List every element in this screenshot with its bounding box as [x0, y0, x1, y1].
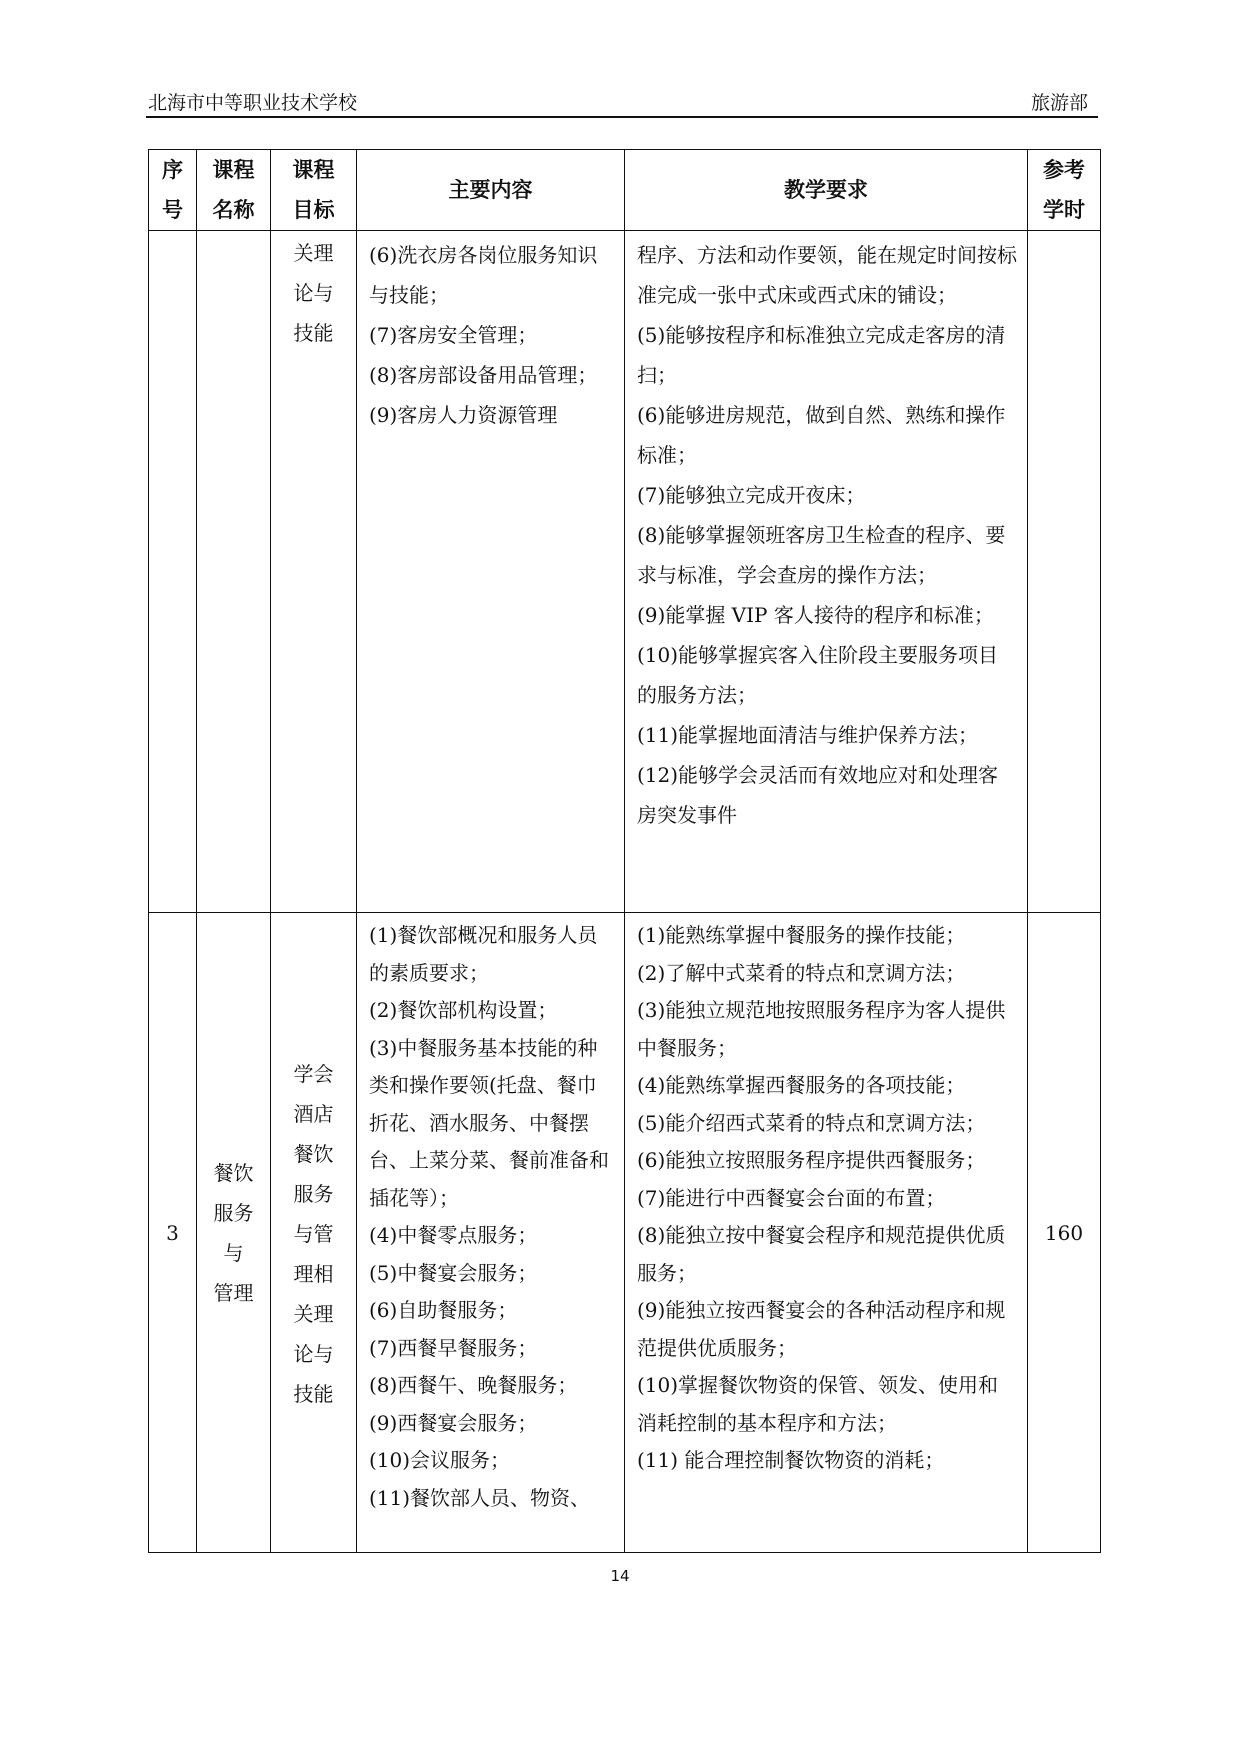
content-item: (8)西餐午、晚餐服务； [369, 1373, 578, 1397]
table-header-row [149, 150, 1101, 231]
requirement-item: (1)能熟练掌握中餐服务的操作技能； [637, 923, 966, 947]
goal-line: 论与 [293, 1341, 334, 1366]
row2-requirements-cell [625, 913, 1028, 1553]
header-requirements: 教学要求 [625, 150, 1028, 231]
row2-content-cell [357, 913, 625, 1553]
row2-hours-cell [1028, 913, 1101, 1553]
goal-line: 酒店 [293, 1101, 334, 1126]
content-item: (9)西餐宴会服务； [369, 1410, 538, 1435]
header-hours-line: 学时 [1043, 198, 1085, 222]
content-item: (10)会议服务； [369, 1448, 511, 1472]
content-item: (11)餐饮部人员、物资、 [369, 1485, 591, 1510]
table-row [149, 913, 1101, 1553]
curriculum-table [148, 149, 1101, 1553]
content-item: (5)中餐宴会服务； [369, 1260, 538, 1285]
header-course-goal-line: 目标 [292, 198, 335, 222]
seq-number: 3 [166, 1220, 179, 1245]
content-item: (9)客房人力资源管理 [369, 403, 558, 427]
header-rule [146, 116, 1098, 118]
requirement-item: (3)能独立规范地按照服务程序为客人提供中餐服务； [637, 998, 1006, 1060]
requirement-item: (6)能够进房规范，做到自然、熟练和操作标准； [637, 403, 1006, 467]
requirement-item: (7)能够独立完成开夜床； [637, 483, 866, 507]
row2-goal-cell [271, 913, 357, 1553]
row1-requirements-cell [625, 231, 1028, 913]
goal-line: 关理 [293, 241, 334, 265]
requirement-item: (10)掌握餐饮物资的保管、领发、使用和消耗控制的基本程序和方法； [637, 1373, 999, 1435]
header-seq [149, 150, 197, 231]
requirement-item: (5)能介绍西式菜肴的特点和烹调方法； [637, 1110, 986, 1135]
course-name-line: 服务 [213, 1200, 254, 1225]
requirement-item: (10)能够掌握宾客入住阶段主要服务项目的服务方法； [637, 643, 999, 707]
header-content: 主要内容 [357, 150, 625, 231]
course-name-line: 餐饮 [213, 1160, 254, 1185]
row1-name-cell [197, 231, 271, 913]
content-item: (3)中餐服务基本技能的种类和操作要领(托盘、餐巾折花、酒水服务、中餐摆台、上菜分菜、餐前准备和插花等）； [369, 1035, 609, 1210]
goal-line: 餐饮 [293, 1141, 334, 1166]
goal-line: 服务 [293, 1181, 334, 1206]
header-department: 旅游部 [1030, 92, 1088, 114]
content-item: (8)客房部设备用品管理； [369, 363, 598, 387]
header-hours-line: 参考 [1043, 158, 1085, 182]
header-course-name [197, 150, 271, 231]
requirement-item: (11) 能合理控制餐饮物资的消耗； [637, 1448, 945, 1472]
header-seq-line: 号 [162, 198, 183, 222]
content-item: (6)洗衣房各岗位服务知识与技能； [369, 243, 598, 307]
goal-line: 理相 [293, 1261, 334, 1286]
requirement-item: (11)能掌握地面清洁与维护保养方法； [637, 723, 979, 747]
hours-value: 160 [1044, 1220, 1084, 1245]
header-course-goal [271, 150, 357, 231]
requirement-item: (8)能独立按中餐宴会程序和规范提供优质服务； [637, 1223, 1006, 1285]
content-item: (1)餐饮部概况和服务人员的素质要求； [369, 923, 598, 985]
row1-content-cell [357, 231, 625, 913]
content-item: (7)西餐早餐服务； [369, 1335, 538, 1360]
course-name-line: 与 [223, 1240, 244, 1265]
requirement-item: (9)能掌握 VIP 客人接待的程序和标准； [637, 603, 994, 627]
header-course-goal-line: 课程 [292, 158, 335, 182]
header-course-name-line: 课程 [212, 158, 255, 182]
content-item: (6)自助餐服务； [369, 1298, 518, 1322]
requirement-item: 程序、方法和动作要领，能在规定时间按标准完成一张中式床或西式床的铺设； [637, 243, 1017, 307]
goal-line: 论与 [293, 281, 334, 305]
content-item: (2)餐饮部机构设置； [369, 998, 558, 1022]
course-name-line: 管理 [213, 1280, 254, 1305]
header-school-name: 北海市中等职业技术学校 [148, 92, 358, 114]
requirement-item: (12)能够学会灵活而有效地应对和处理客房突发事件 [637, 763, 999, 827]
goal-line: 学会 [293, 1061, 334, 1086]
row1-goal-cell [271, 231, 357, 913]
table-row [149, 231, 1101, 913]
content-item: (4)中餐零点服务； [369, 1223, 538, 1247]
goal-line: 与管 [293, 1221, 334, 1246]
requirement-item: (7)能进行中西餐宴会台面的布置； [637, 1185, 946, 1210]
page-number: 14 [610, 1567, 630, 1585]
requirement-item: (8)能够掌握领班客房卫生检查的程序、要求与标准，学会查房的操作方法； [637, 523, 1006, 587]
header-course-name-line: 名称 [212, 198, 255, 222]
row2-name-cell [197, 913, 271, 1553]
requirement-item: (6)能独立按照服务程序提供西餐服务； [637, 1148, 986, 1172]
header-seq-line: 序 [162, 158, 183, 182]
content-item: (7)客房安全管理； [369, 323, 538, 347]
row1-hours-cell [1028, 231, 1101, 913]
row1-seq-cell [149, 231, 197, 913]
requirement-item: (2)了解中式菜肴的特点和烹调方法； [637, 960, 966, 985]
header-hours [1028, 150, 1101, 231]
goal-line: 关理 [293, 1301, 334, 1326]
goal-line: 技能 [293, 321, 334, 345]
requirement-item: (4)能熟练掌握西餐服务的各项技能； [637, 1073, 966, 1097]
requirement-item: (9)能独立按西餐宴会的各种活动程序和规范提供优质服务； [637, 1298, 1006, 1360]
goal-line: 技能 [293, 1381, 334, 1406]
requirement-item: (5)能够按程序和标准独立完成走客房的清扫； [637, 323, 1006, 387]
row2-seq-cell [149, 913, 197, 1553]
